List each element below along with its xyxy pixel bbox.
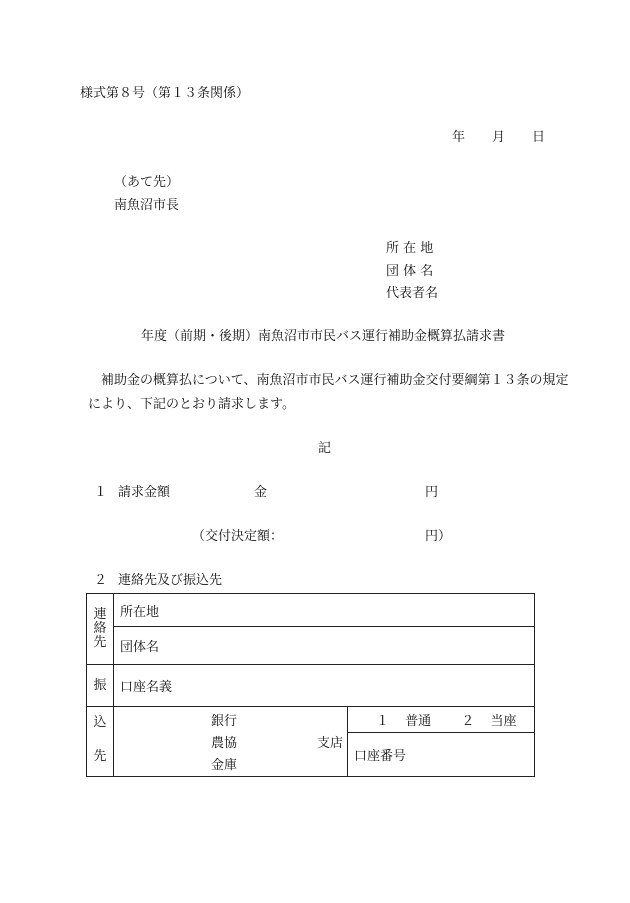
ki-heading: 記: [318, 441, 332, 456]
agri-coop-label: 農協: [211, 735, 238, 751]
addressee-name: 南魚沼市長: [114, 198, 180, 213]
item1-kin: 金: [254, 485, 268, 500]
account-number-label: 口座番号: [354, 749, 407, 764]
account-name-label: 口座名義: [120, 680, 173, 695]
item1-label: 請求金額: [118, 485, 171, 500]
shinkin-label: 金庫: [211, 757, 238, 773]
account-type-1-number: １: [376, 714, 390, 729]
applicant-representative-label: 代表者名: [386, 286, 439, 301]
contact-vertical-label: 連 絡 先: [87, 594, 114, 665]
contact-transfer-table: [86, 593, 535, 777]
account-type-current[interactable]: 当座: [490, 714, 517, 729]
contact-organization-label: 団体名: [120, 640, 160, 655]
contact-organization-cell[interactable]: [114, 627, 535, 665]
account-number-cell[interactable]: [348, 733, 535, 777]
addressee-label: （あて先）: [114, 175, 180, 190]
account-type-2-number: ２: [461, 714, 475, 729]
branch-label: 支店: [317, 735, 344, 751]
form-number: 様式第８号（第１３条関係）: [80, 86, 250, 101]
transfer-label-char-1: 振: [87, 665, 114, 707]
contact-address-label: 所在地: [120, 604, 160, 620]
account-type-cell[interactable]: [348, 707, 535, 733]
date-month: 月: [492, 130, 506, 145]
contact-address-cell[interactable]: [114, 594, 535, 627]
account-name-cell[interactable]: [114, 665, 535, 707]
date-year: 年: [452, 130, 466, 145]
bank-cell[interactable]: [114, 707, 348, 777]
item2-label: 連絡先及び振込先: [118, 573, 223, 588]
item1-number: １: [94, 485, 108, 500]
applicant-organization-label: 団 体 名: [386, 264, 434, 279]
date-day: 日: [532, 130, 546, 145]
body-text: 補助金の概算払について、南魚沼市市民バス運行補助金交付要綱第１３条の規定により、下記のとおり請求します。: [88, 373, 569, 412]
item2-number: ２: [94, 573, 108, 588]
decision-amount-yen: 円）: [425, 529, 452, 544]
transfer-label-rest: 込 先: [87, 707, 114, 777]
document-title: 年度（前期・後期）南魚沼市市民バス運行補助金概算払請求書: [141, 329, 506, 344]
applicant-address-label: 所 在 地: [386, 241, 434, 256]
bank-label: 銀行: [211, 713, 238, 729]
account-type-ordinary[interactable]: 普通: [405, 714, 432, 729]
item1-yen: 円: [425, 485, 439, 500]
decision-amount-label: （交付決定額：: [192, 529, 284, 544]
